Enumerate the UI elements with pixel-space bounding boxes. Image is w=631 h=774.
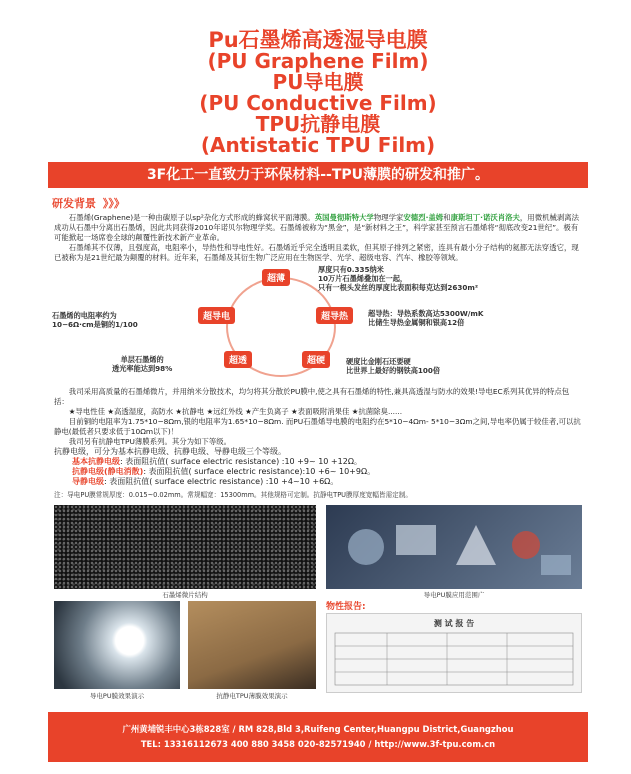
conductive-description	[52, 311, 138, 329]
title-block	[48, 22, 588, 156]
tag-conductive: 超导电	[198, 307, 235, 324]
hard-line-1: 硬度比金刚石还要硬	[346, 357, 411, 366]
thin-line-3: 只有一根头发丝的厚度比表面积每克达到2630m²	[318, 283, 479, 292]
level-dissipative-text: : 表面阻抗值( surface electric resistance):10 +6~ 10+9Ω。	[143, 467, 376, 476]
footer-address: 广州黄埔锐丰中心3栋828室 / RM 828,Bld 3,Ruifeng Center,Huangpu District,Guangzhou	[122, 724, 514, 734]
hard-line-2: 比世界上最好的钢铁高100倍	[346, 366, 441, 375]
level-dissipative	[48, 467, 588, 477]
tag-thermal: 超导热	[316, 307, 353, 324]
background-paragraph-2: 石墨烯其不仅薄，且强度高，电阻率小，导热性和导电性好。石墨烯近乎完全透明且柔软，但其原子排列之紧密，连具有最小分子结构的氦都无法穿透它，现已被称为是21世纪最为颠覆的材料。近年来，石墨烯及其衍生物广泛应用在生物医学、光学、超级电容、汽车、橡胶等领域。	[54, 243, 579, 262]
tag-ultra-thin: 超薄	[262, 269, 290, 286]
thermal-line-1: 超导热：导热系数高达5300W/mK	[368, 309, 484, 318]
applications-icons	[326, 505, 582, 589]
transparent-line-2: 透光率能达到98%	[112, 364, 173, 373]
features-antistatic-intro: 我司另有抗静电TPU薄膜系列。其分为如下等级。	[68, 437, 231, 446]
transparent-line-1: 单层石墨烯的	[120, 355, 164, 364]
conductive-line-1: 石墨烯的电阻率约为	[52, 311, 117, 320]
thin-description	[318, 265, 478, 292]
properties-diagram	[48, 265, 588, 385]
level-dissipative-label: 抗静电级(静电消散)	[72, 467, 144, 476]
test-report-image	[326, 613, 582, 693]
section-heading-text: 研发背景	[52, 197, 96, 210]
features-paragraph-1: 我司采用高质量的石墨烯微片，并用纳米分散技术，均匀将其分散於PU膜中,使之具有石墨烯的特性,兼具高透湿与防水的效果!导电EC系列其优异的特点包括：	[54, 387, 570, 406]
conductive-demo-photo	[54, 601, 180, 689]
photo-section	[48, 501, 588, 706]
report-title: 测 试 报 告	[433, 619, 475, 628]
graphene-microflake-photo	[54, 505, 316, 589]
features-resistivity: 目前铜的电阻率为1.75*10−8Ωm,银的电阻率为1.65*10−8Ωm. 而PU石墨烯导电膜的电阻约在5*10−4Ωm- 5*10−3Ωm之间,导电率仍属于较佳者,可以抗静电(最低者只要求低于10Ωm以下)！	[54, 417, 581, 436]
level-conductive	[48, 477, 588, 487]
title-line-2: (PU Graphene Film)	[207, 49, 429, 73]
p1-highlight-novoselov: 康斯坦丁·诺沃肖洛夫	[450, 213, 520, 222]
p1-text-a: 石墨烯(Graphene)是一种由碳原子以sp²杂化方式形成的蜂窝状平面薄膜。	[68, 213, 315, 222]
section-heading	[52, 195, 588, 211]
p1-text-c: 和	[443, 213, 451, 222]
level-basic-text: : 表面阻抗值( surface electric resistance) :10 +9~ 10 +12Ω。	[120, 457, 362, 466]
flyer-page	[48, 22, 588, 762]
tag-hard: 超硬	[302, 351, 330, 368]
hard-description	[346, 357, 440, 375]
caption-antistatic-demo: 抗静电TPU薄膜效果演示	[216, 692, 288, 700]
footer-contacts: TEL: 13316112673 400 880 3458 020-82571940 / http://www.3f-tpu.com.cn	[140, 739, 496, 749]
level-basic-label: 基本抗静电级	[72, 457, 120, 466]
applications-photo	[326, 505, 582, 589]
title-line-3: PU导电膜	[272, 70, 364, 94]
p1-text-b: 物理学家	[373, 213, 404, 222]
caption-conductive-demo: 导电PU膜效果演示	[89, 692, 145, 700]
title-line-4: (PU Conductive Film)	[199, 91, 437, 115]
thermal-line-2: 比储生导热金属铜和银高12倍	[368, 318, 465, 327]
level-basic	[48, 457, 588, 467]
mission-banner: 3F化工一直致力于环保材料--TPU薄膜的研发和推广。	[48, 162, 588, 188]
report-label: 物性报告:	[326, 602, 366, 612]
thermal-description	[368, 309, 484, 327]
chevron-icon: 》》》	[102, 197, 125, 210]
p1-highlight-university: 英国曼彻斯特大学	[314, 213, 374, 222]
features-levels-intro: 抗静电级，可分为基本抗静电级、抗静电级、导静电级三个等级。	[54, 447, 286, 456]
conductive-line-2: 10−6Ω·cm是铜的1/100	[52, 320, 138, 329]
spec-note: 注：导电PU膜常规厚度：0.015~0.02mm。常规幅宽：15300mm。其他规格可定制。抗静电TPU膜厚度宽幅皆需定制。	[54, 491, 412, 499]
level-conductive-text: : 表面阻抗值( surface electric resistance) :10 +4~10 +6Ω。	[104, 477, 339, 486]
transparent-description	[112, 355, 172, 373]
p1-text-d: ，用微机械剥离法成功从石墨中分离出石墨烯，因此共同获得2010年诺贝尔物理学奖。石墨烯被称为“黑金”，是“新材料之王”，科学家甚至预言石墨烯将“彻底改变21世纪”。极有可能掀起一场席卷全球的颠覆性新技术新产业革命。	[54, 213, 580, 242]
title-line-1: Pu石墨烯高透湿导电膜	[208, 28, 428, 52]
caption-applications: 导电PU膜应用范围广	[423, 591, 485, 599]
p1-highlight-geim: 安德烈·盖姆	[403, 213, 444, 222]
level-conductive-label: 导静电级	[72, 477, 104, 486]
thin-line-2: 10万片石墨烯叠加在一起，	[318, 274, 408, 283]
contact-footer	[48, 712, 588, 762]
title-line-6: (Antistatic TPU Film)	[200, 133, 436, 157]
title-line-5: TPU抗静电膜	[255, 112, 381, 136]
antistatic-demo-photo	[188, 601, 316, 689]
tag-transparent: 超透	[224, 351, 252, 368]
caption-microflake: 石墨烯微片结构	[162, 591, 208, 599]
thin-line-1: 厚度只有0.335纳米	[318, 265, 384, 274]
report-table-graphic	[327, 629, 581, 689]
features-list: ★导电性佳 ★高透湿度，高防水 ★抗静电 ★远红外线 ★产生负离子 ★表面吸附消果佳 ★抗菌除臭......	[68, 407, 403, 416]
background-paragraph-1	[48, 213, 588, 243]
